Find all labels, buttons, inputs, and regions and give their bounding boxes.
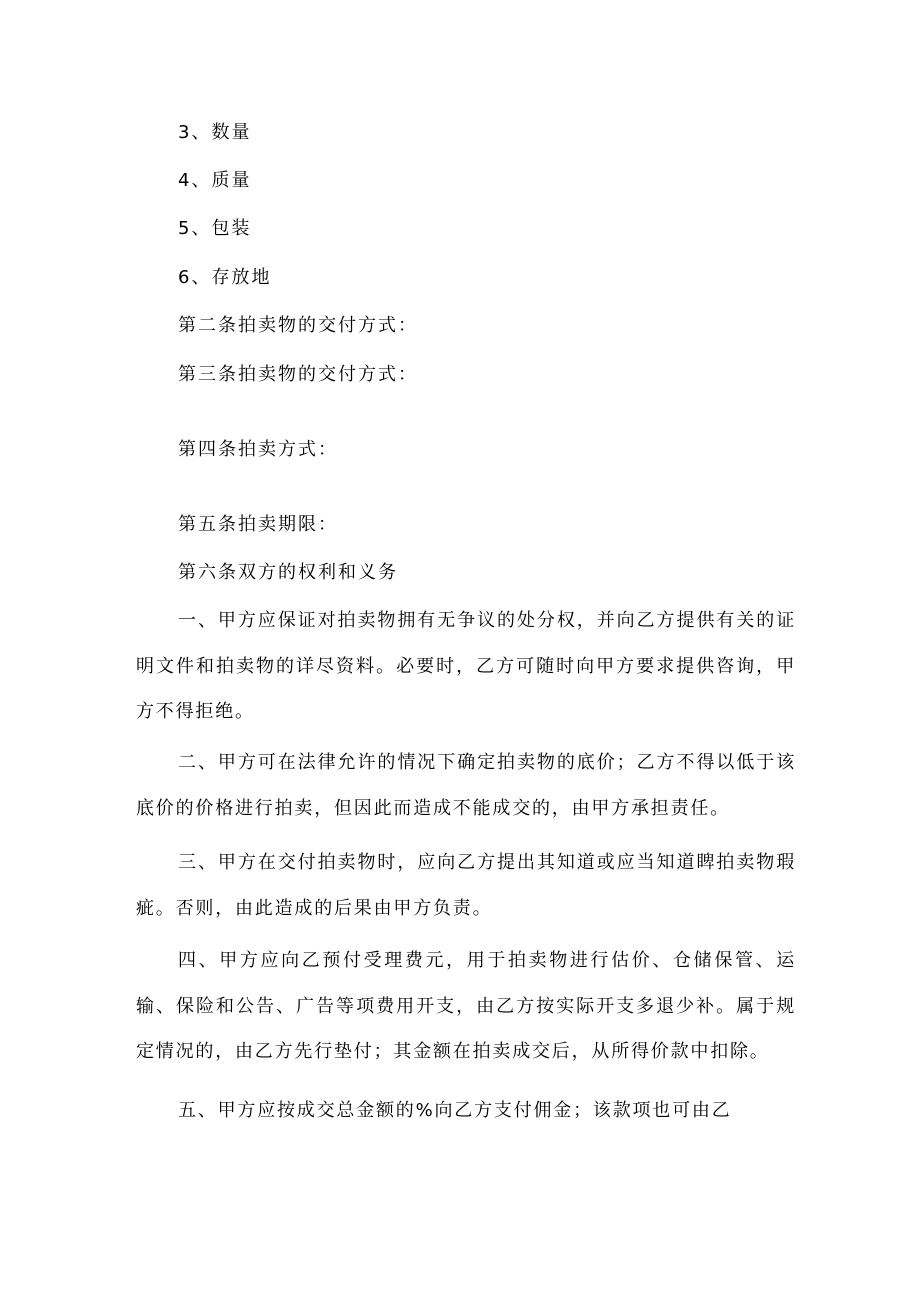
article-2-heading: 第二条拍卖物的交付方式：	[178, 315, 418, 336]
clause-4: 四、甲方应向乙预付受理费元，用于拍卖物进行估价、仓储保管、运输、保险和公告、广告等项费用开支，由乙方按实际开支多退少补。属于规定情况的，由乙方先行垫付；其金额在拍卖成交后，从所得价款中扣除。	[136, 950, 796, 1062]
clause-1: 一、甲方应保证对拍卖物拥有无争议的处分权，并向乙方提供有关的证明文件和拍卖物的详尽资料。必要时，乙方可随时向甲方要求提供咨询，甲方不得拒绝。	[136, 610, 796, 722]
item-quantity: 3、数量	[178, 122, 252, 143]
clause-5: 五、甲方应按成交总金额的%向乙方支付佣金；该款项也可由乙	[178, 1100, 732, 1121]
clause-2: 二、甲方可在法律允许的情况下确定拍卖物的底价；乙方不得以低于该底价的价格进行拍卖，但因此而造成不能成交的，由甲方承担责任。	[136, 752, 796, 819]
item-storage: 6、存放地	[178, 267, 272, 288]
article-6-heading: 第六条双方的权利和义务	[178, 562, 398, 583]
article-4-heading: 第四条拍卖方式：	[178, 439, 338, 460]
clause-3: 三、甲方在交付拍卖物时，应向乙方提出其知道或应当知道睥拍卖物瑕疵。否则，由此造成的后果由甲方负责。	[136, 852, 796, 919]
article-3-heading: 第三条拍卖物的交付方式：	[178, 364, 418, 385]
article-5-heading: 第五条拍卖期限：	[178, 514, 338, 535]
item-quality: 4、质量	[178, 170, 252, 191]
item-packaging: 5、包装	[178, 218, 252, 239]
